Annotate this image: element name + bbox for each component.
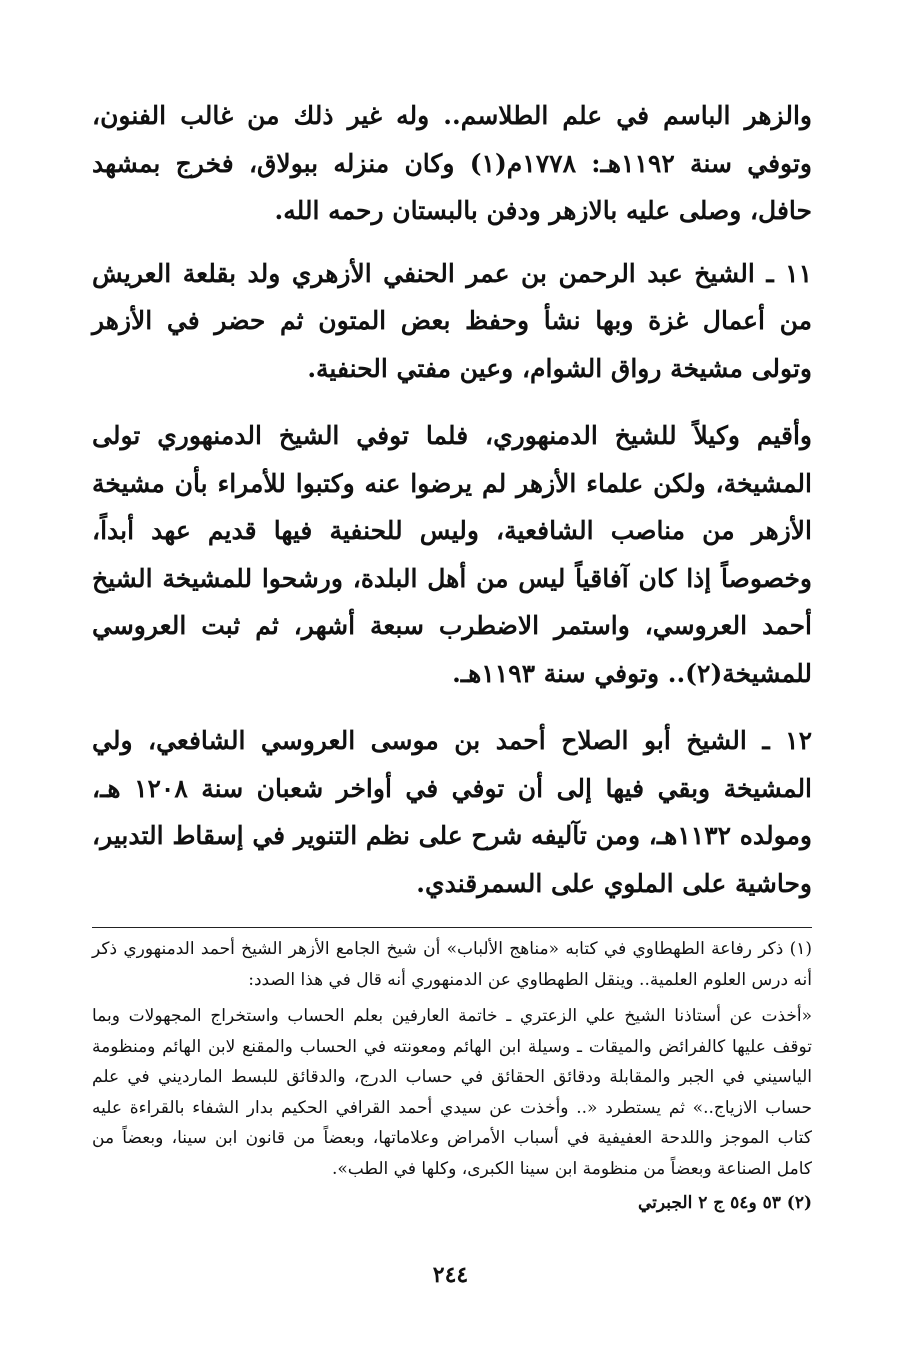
footnote-1: (١) ذكر رفاعة الطهطاوي في كتابه «مناهج الألباب» أن شيخ الجامع الأزهر الشيخ أحمد الدمنهوري ذكر أنه درس العلوم العلمية.. وينقل الطهطاوي عن الدمنهوري أنه قال في هذا الصدد: [92,939,812,990]
paragraph-2: ١١ ـ الشيخ عبد الرحمن بن عمر الحنفي الأزهري ولد بقلعة العريش من أعمال غزة وبها نشأ وحفظ بعض المتون ثم حضر في الأزهر وتولى مشيخة رواق الشوام، وعين مفتي الحنفية. [92,258,812,383]
footnote-divider [92,927,812,928]
main-text [92,92,812,907]
footnote-2: (٢) ٥٣ و٥٤ ج ٢ الجبرتي [638,1193,812,1213]
page-content [92,92,812,1219]
paragraph-3: وأقيم وكيلاً للشيخ الدمنهوري، فلما توفي الشيخ الدمنهوري تولى المشيخة، ولكن علماء الأزهر لم يرضوا عنه وكتبوا للأمراء بأن مشيخة الأزهر من مناصب الشافعية، وليس للحنفية فيها قديم عهد أبداً، وخصوصاً إذا كان آفاقياً ليس من أهل البلدة، ورشحوا للمشيخة الشيخ أحمد العروسي، واستمر الاضطرب سبعة أشهر، ثم ثبت العروسي للمشيخة(٢).. وتوفي سنة ١١٩٣هـ. [92,421,812,688]
paragraph-1: والزهر الباسم في علم الطلاسم.. وله غير ذلك من غالب الفنون، وتوفي سنة ١١٩٢هـ: ١٧٧٨م(١) وكان منزله ببولاق، فخرج بمشهد حافل، وصلى عليه بالازهر ودفن بالبستان رحمه الله. [92,101,812,225]
paragraph-4: ١٢ ـ الشيخ أبو الصلاح أحمد بن موسى العروسي الشافعي، ولي المشيخة وبقي فيها إلى أن توفي في أواخر شعبان سنة ١٢٠٨ هـ، ومولده ١١٣٢هـ، ومن تآليفه شرح على نظم التنوير في إسقاط التدبير، وحاشية على الملوي على السمرقندي. [92,726,813,898]
page-number: ٢٤٤ [432,1262,469,1288]
footnotes [92,934,812,1219]
footnote-1-quote: «أخذت عن أستاذنا الشيخ علي الزعتري ـ خاتمة العارفين بعلم الحساب واستخراج المجهولات وبما توقف عليها كالفرائض والميقات ـ وسيلة ابن الهائم ومعونته في الحساب والمقنع لابن الهائم ومنظومة الياسيني في الجبر والمقابلة ودقائق الحقائق في حساب الدرج، والدقائق للبسط المارديني في علم حساب الازياج..» ثم يستطرد «.. وأخذت عن سيدي أحمد القرافي الحكيم بدار الشفاء بالقراءة عليه كتاب الموجز واللدحة العفيفية في أسباب الأمراض وعلاماتها، وبعضاً من قانون ابن سينا، وبعضاً من كامل الصناعة وبعضاً من منظومة ابن سينا الكبرى، وكلها في الطب». [92,1006,812,1179]
